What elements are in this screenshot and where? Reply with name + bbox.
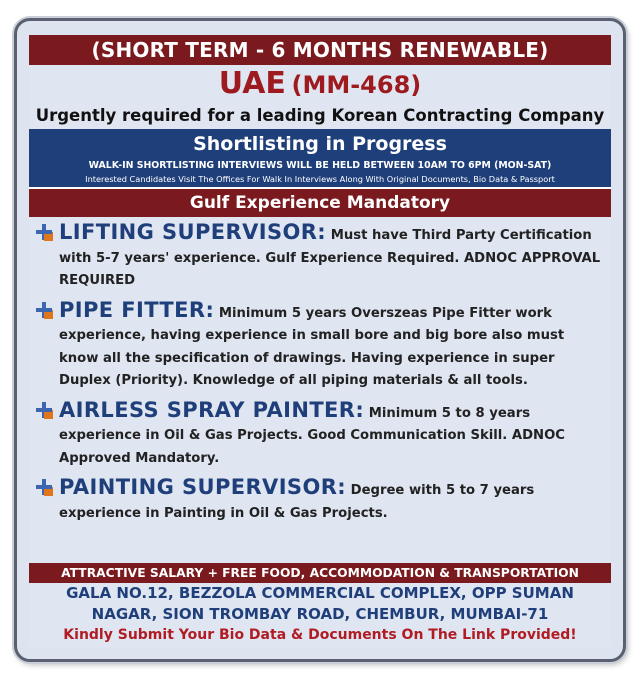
plus-icon bbox=[35, 478, 53, 496]
benefits-banner: ATTRACTIVE SALARY + FREE FOOD, ACCOMMODATION & TRANSPORTATION bbox=[29, 563, 611, 583]
job-painting-supervisor bbox=[29, 476, 611, 525]
job-pipe-fitter bbox=[29, 299, 611, 393]
walkin-text: WALK-IN SHORTLISTING INTERVIEWS WILL BE HELD BETWEEN 10AM TO 6PM (MON-SAT) bbox=[88, 160, 552, 171]
location-heading bbox=[29, 65, 611, 103]
job-title: AIRLESS SPRAY PAINTER: bbox=[59, 397, 365, 422]
job-code: (MM-468) bbox=[291, 71, 422, 99]
job-description: Minimum 5 to 8 years experience in Oil & Gas Projects. Good Communication Skill. ADNOC Approved Mandatory. bbox=[59, 405, 565, 466]
plus-icon bbox=[35, 401, 53, 419]
country-label: UAE bbox=[218, 66, 286, 101]
address-line-1: GALA NO.12, BEZZOLA COMMERCIAL COMPLEX, OPP SUMAN bbox=[66, 584, 574, 602]
job-description: Must have Third Party Certification with 5-7 years' experience. Gulf Experience Required. ADNOC APPROVAL REQUIRED bbox=[59, 228, 601, 288]
address-line-2: NAGAR, SION TROMBAY ROAD, CHEMBUR, MUMBAI-71 bbox=[91, 605, 549, 623]
shortlisting-label: Shortlisting in Progress bbox=[193, 133, 447, 155]
status-banner bbox=[29, 129, 611, 187]
interested-text: Interested Candidates Visit The Offices For Walk In Interviews Along With Original Documents, Bio Data & Passport bbox=[85, 174, 555, 184]
plus-icon bbox=[35, 223, 53, 241]
job-title: PAINTING SUPERVISOR: bbox=[59, 475, 347, 499]
plus-icon bbox=[35, 301, 53, 319]
job-title: LIFTING SUPERVISOR: bbox=[59, 220, 327, 244]
poster-frame bbox=[14, 18, 626, 662]
urgent-line: Urgently required for a leading Korean Contracting Company bbox=[35, 106, 605, 125]
job-description: Degree with 5 to 7 years experience in Painting in Oil & Gas Projects. bbox=[59, 483, 535, 521]
term-banner: (SHORT TERM - 6 MONTHS RENEWABLE) bbox=[29, 35, 611, 65]
address-block bbox=[29, 583, 611, 645]
job-description: Minimum 5 years Overszeas Pipe Fitter work experience, having experience in small bore and big bore also must know all the specification of drawings. Having experience in super Duplex (Priority). Knowledge of all piping materials & all tools. bbox=[59, 305, 565, 388]
job-airless-spray-painter bbox=[29, 399, 611, 471]
poster-content bbox=[29, 35, 611, 647]
job-lifting-supervisor bbox=[29, 221, 611, 293]
submit-note: Kindly Submit Your Bio Data & Documents On The Link Provided! bbox=[63, 627, 577, 643]
job-title: PIPE FITTER: bbox=[59, 297, 215, 322]
gulf-experience-banner: Gulf Experience Mandatory bbox=[29, 187, 611, 217]
